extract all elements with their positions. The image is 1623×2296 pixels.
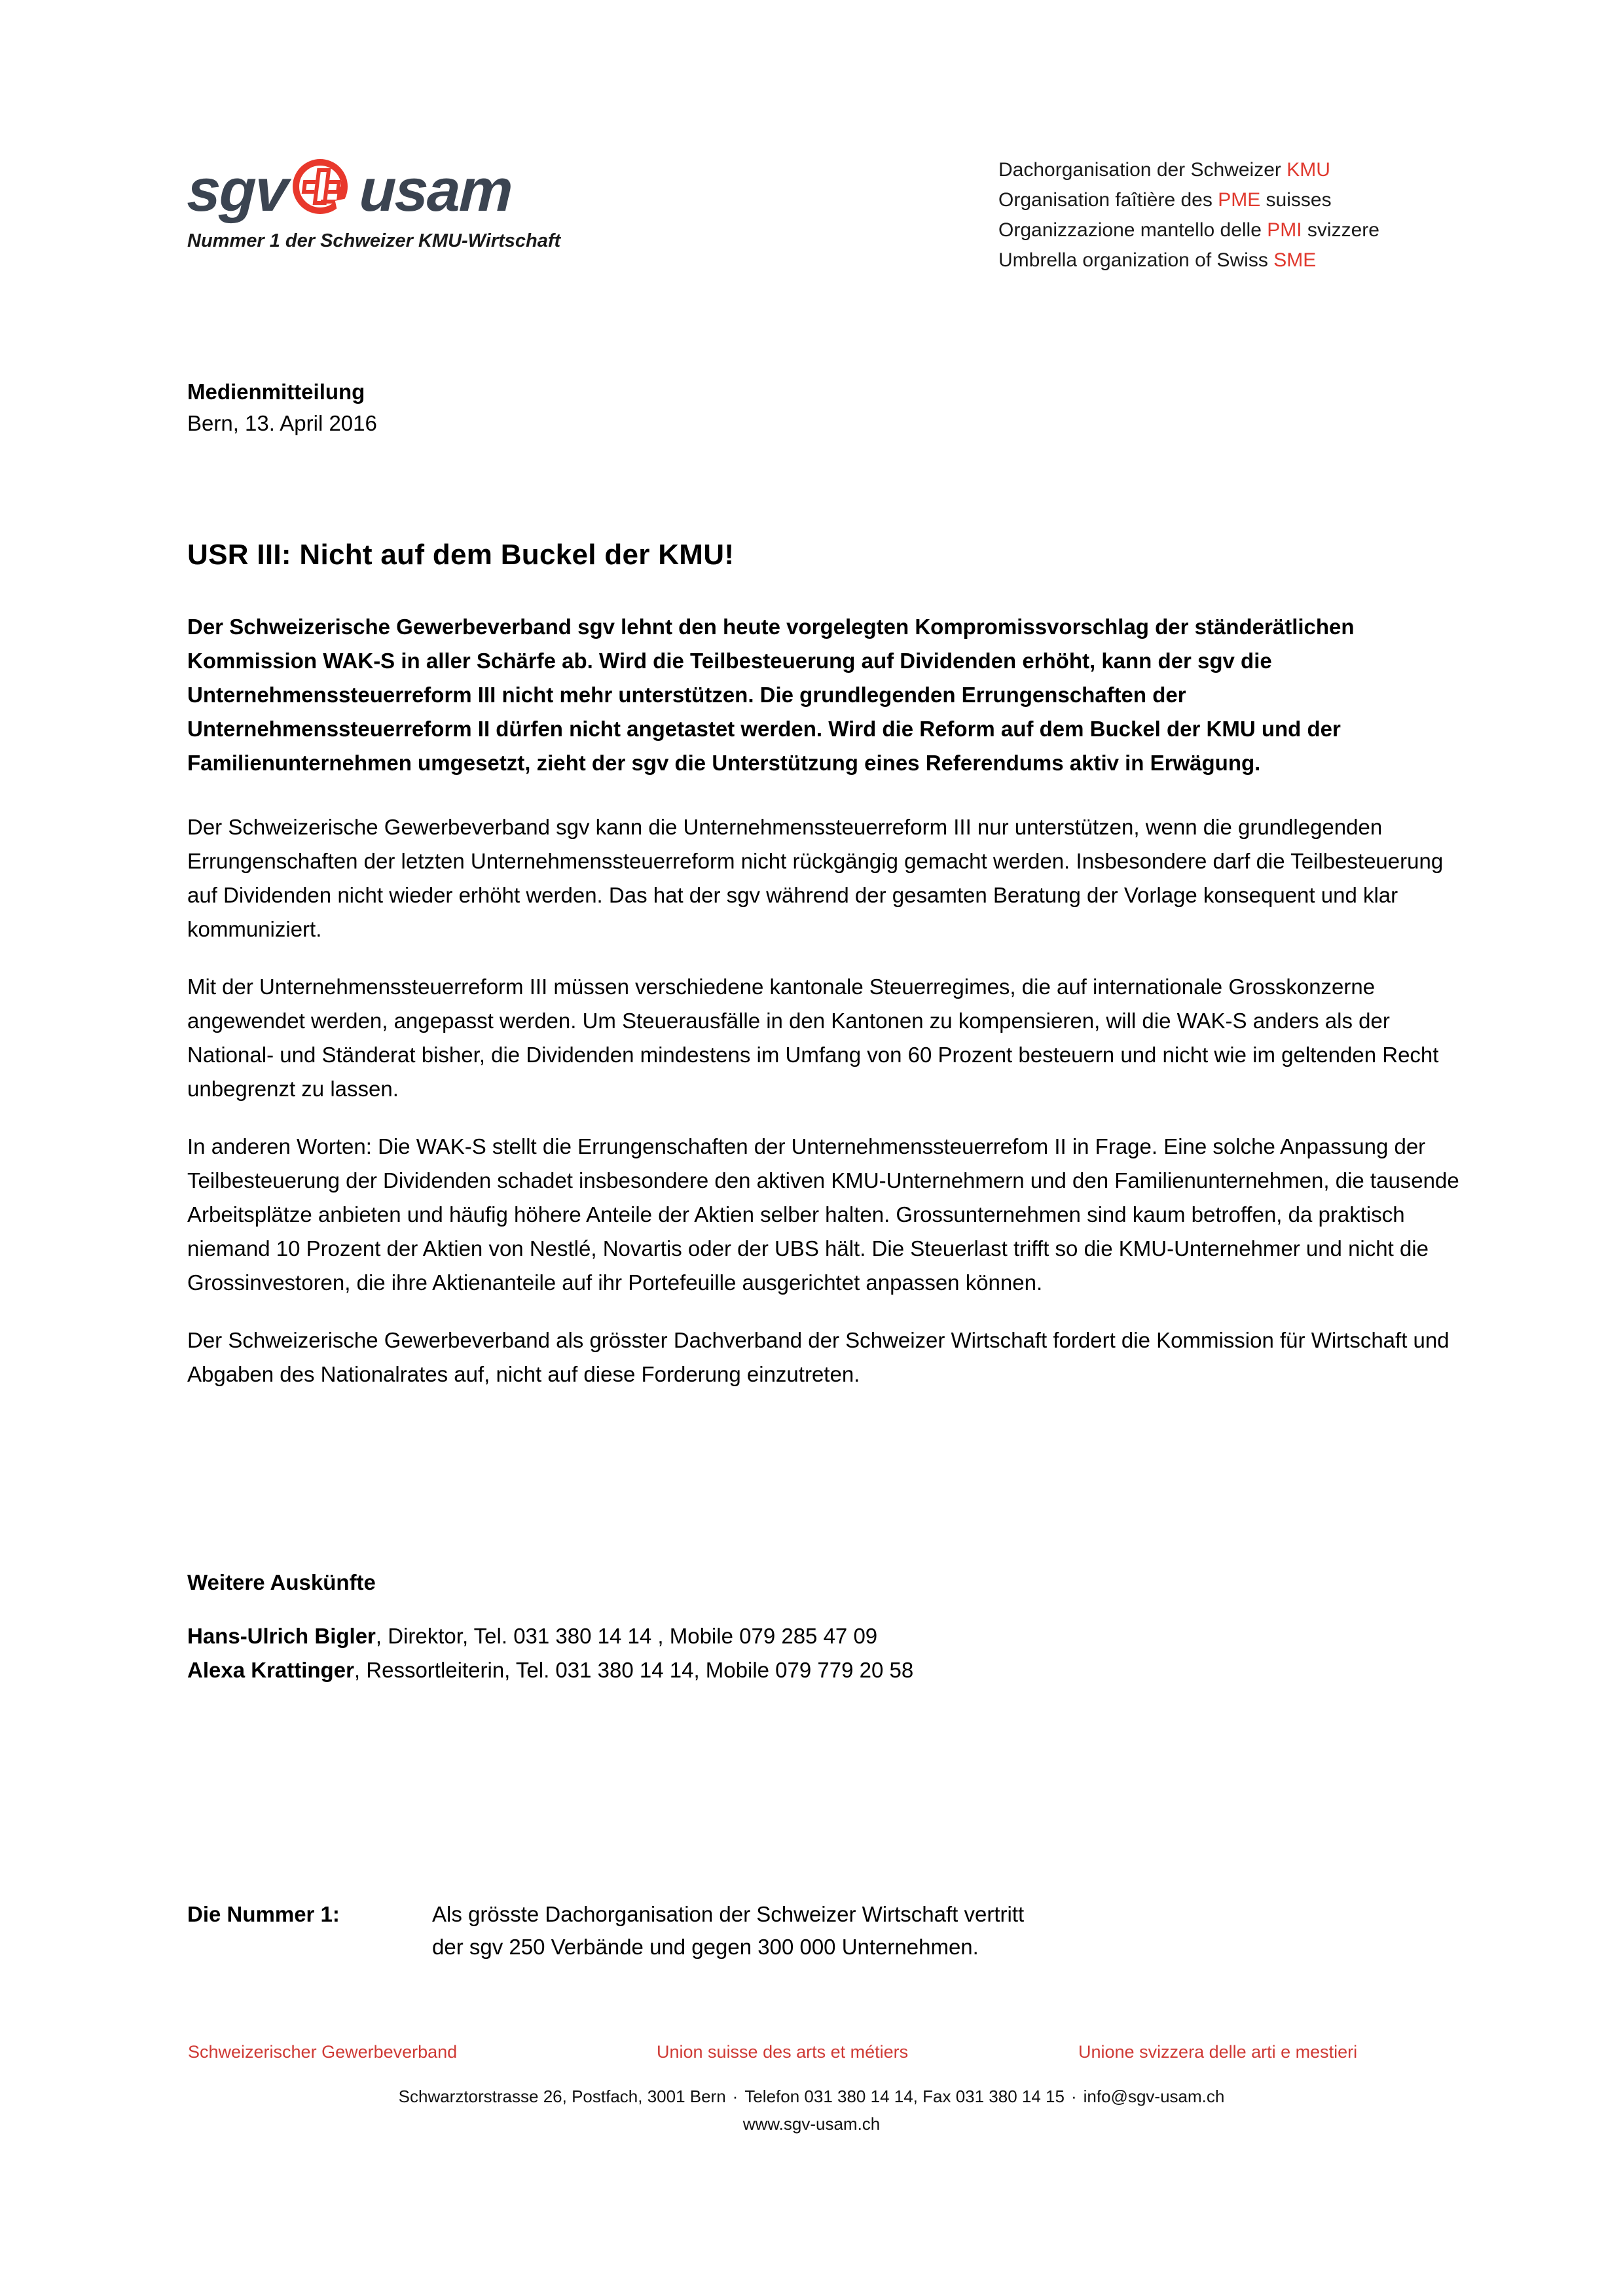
logo-word-right: usam: [357, 157, 513, 224]
sgv-usam-logo: [186, 154, 561, 252]
contact-details: , Ressortleiterin, Tel. 031 380 14 14, Mobile 079 779 20 58: [354, 1658, 914, 1682]
footer-contact-details: [0, 2083, 1623, 2138]
footer-name-it: Unione svizzera delle arti e mestieri: [1078, 2042, 1358, 2062]
organization-languages: [998, 155, 1379, 276]
lead-paragraph: Der Schweizerische Gewerbeverband sgv lehnt den heute vorgelegten Kompromissvorschlag der ständerätlichen Kommission WAK-S in aller Schärfe ab. Wird die Teilbesteuerung auf Dividenden erhöht, kann der sgv die Unternehmenssteuerreform III nicht mehr unterstützen. Die grundlegenden Errungenschaften der Unternehmenssteuerreform II dürfen nicht angetastet werden. Wird die Reform auf dem Buckel der KMU und der Familienunternehmen umgesetzt, zieht der sgv die Unterstützung eines Referendums aktiv in Erwägung.: [187, 615, 1355, 775]
contact-details: , Direktor, Tel. 031 380 14 14 , Mobile 079 285 47 09: [375, 1624, 878, 1648]
number-one-value: [432, 1898, 1300, 1964]
org-line-fr-suffix: suisses: [1260, 189, 1332, 211]
place-date: Bern, 13. April 2016: [187, 411, 377, 435]
body-paragraph-4: Der Schweizerische Gewerbeverband als grösster Dachverband der Schweizer Wirtschaft fordert die Kommission für Wirtschaft und Abgaben des Nationalrates auf, nicht auf diese Forderung einzutreten.: [187, 1328, 1450, 1386]
number-one-block: [187, 1898, 1300, 1964]
body-paragraph-3: In anderen Worten: Die WAK-S stellt die Errungenschaften der Unternehmenssteuerrefom II in Frage. Eine solche Anpassung der Teilbesteuerung der Dividenden schadet insbesondere den aktiven KMU-Unternehmern und den Familienunternehmen, die tausende Arbeitsplätze anbieten und häufig höhere Anteile der Aktien selber halten. Grossunternehmen sind kaum betroffen, da praktisch niemand 10 Prozent der Aktien von Nestlé, Novartis oder der UBS hält. Die Steuerlast trifft so die KMU-Unternehmer und nicht die Grossinvestoren, die ihre Aktienanteile auf ihr Portefeuille ausgerichtet anpassen können.: [187, 1134, 1459, 1295]
org-line-fr-accent: PME: [1218, 189, 1261, 211]
org-line-it-accent: PMI: [1267, 219, 1302, 241]
contact-row: [187, 1653, 1470, 1687]
org-line-en-accent: SME: [1273, 249, 1317, 271]
footer-address: Schwarztorstrasse 26, Postfach, 3001 Bern: [398, 2087, 726, 2106]
org-line-it-prefix: Organizzazione mantello delle: [998, 219, 1267, 241]
contact-name: Hans-Ulrich Bigler: [187, 1624, 376, 1648]
footer-name-de: Schweizerischer Gewerbeverband: [188, 2042, 458, 2062]
footer-name-fr: Union suisse des arts et métiers: [657, 2042, 909, 2062]
number-one-label: Die Nummer 1:: [187, 1902, 340, 1926]
org-line-de: [998, 155, 1379, 185]
document-type-label: Medienmitteilung: [187, 380, 365, 404]
footer-organization-names: [0, 2042, 1623, 2079]
org-line-en: [998, 245, 1379, 276]
footer-separator: ·: [1070, 2087, 1077, 2106]
logo-tagline: Nummer 1 der Schweizer KMU-Wirtschaft: [187, 230, 561, 251]
footer-contact-line: [0, 2083, 1623, 2110]
number-one-line-2: der sgv 250 Verbände und gegen 300 000 Unternehmen.: [432, 1935, 979, 1959]
contacts-heading: Weitere Auskünfte: [187, 1570, 376, 1594]
org-line-de-accent: KMU: [1286, 159, 1330, 181]
contact-name: Alexa Krattinger: [187, 1658, 354, 1682]
footer-website[interactable]: www.sgv-usam.ch: [742, 2114, 881, 2134]
body-paragraph-2: Mit der Unternehmenssteuerreform III müssen verschiedene kantonale Steuerregimes, die auf internationale Grosskonzerne angewendet werden, angepasst werden. Um Steuerausfälle in den Kantonen zu kompensieren, will die WAK-S anders als der National- und Ständerat bisher, die Dividenden mindestens im Umfang von 60 Prozent besteuern und nicht wie im geltenden Recht unbegrenzt zu lassen.: [187, 975, 1439, 1101]
org-line-fr: [998, 185, 1379, 215]
footer-email[interactable]: info@sgv-usam.ch: [1083, 2087, 1225, 2106]
footer-separator: ·: [732, 2087, 739, 2106]
org-line-it-suffix: svizzere: [1302, 219, 1379, 241]
letterhead-header: [0, 0, 1623, 281]
contacts-section: [187, 1566, 1470, 1687]
footer-phone: Telefon 031 380 14 14, Fax 031 380 14 15: [744, 2087, 1065, 2106]
org-line-fr-prefix: Organisation faîtière des: [998, 189, 1218, 211]
contact-row: [187, 1619, 1470, 1653]
org-line-it: [998, 215, 1379, 245]
swiss-cross-circle-icon: [290, 156, 358, 224]
body-paragraph-1: Der Schweizerische Gewerbeverband sgv kann die Unternehmenssteuerreform III nur unterstützen, wenn die grundlegenden Errungenschaften der letzten Unternehmenssteuerreform nicht rückgängig gemacht werden. Insbesondere darf die Teilbesteuerung auf Dividenden nicht wieder erhöht werden. Das hat der sgv während der gesamten Beratung der Vorlage konsequent und klar kommuniziert.: [187, 815, 1444, 941]
org-line-de-prefix: Dachorganisation der Schweizer: [998, 159, 1287, 181]
page-footer: [0, 2042, 1623, 2138]
logo-word-left: sgv: [186, 157, 289, 224]
press-release-body: [187, 610, 1470, 1415]
document-meta: [187, 376, 377, 439]
logo-wordmark: [187, 154, 554, 226]
number-one-line-1: Als grösste Dachorganisation der Schweizer Wirtschaft vertritt: [432, 1902, 1025, 1926]
page-title: USR III: Nicht auf dem Buckel der KMU!: [187, 539, 735, 571]
org-line-en-prefix: Umbrella organization of Swiss: [998, 249, 1274, 271]
